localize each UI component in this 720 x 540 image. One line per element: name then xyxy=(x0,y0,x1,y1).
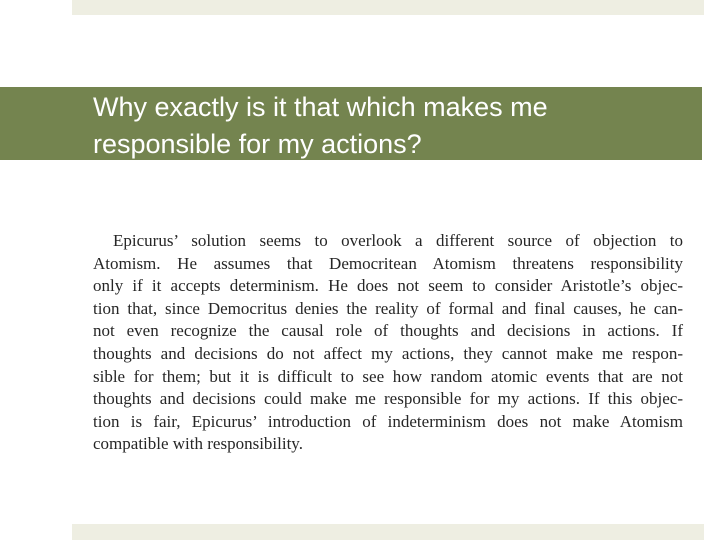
quote-line: sible for them; but it is difficult to see how random atomic events that are not xyxy=(93,366,683,386)
bottom-accent-bar xyxy=(72,524,704,540)
quote-image xyxy=(93,230,683,456)
quote-line: Atomism. He assumes that Democritean Atomism threatens responsibility xyxy=(93,253,683,273)
slide-title: Why exactly is it that which makes me responsible for my actions? xyxy=(93,92,548,159)
top-accent-bar xyxy=(72,0,704,15)
quote-line: tion that, since Democritus denies the reality of formal and final causes, he can- xyxy=(93,298,683,318)
quote-line: Epicurus’ solution seems to overlook a different source of objection to xyxy=(113,231,683,250)
quote-line: tion is fair, Epicurus’ introduction of indeterminism does not make Atomism xyxy=(93,411,683,431)
quote-line: not even recognize the causal role of thoughts and decisions in actions. If xyxy=(93,321,683,341)
quote-line: only if it accepts determinism. He does not seem to consider Aristotle’s objec- xyxy=(93,276,683,296)
quote-line: thoughts and decisions do not affect my actions, they cannot make me respon- xyxy=(93,343,683,363)
quote-line: compatible with responsibility. xyxy=(93,434,303,454)
quote-line: thoughts and decisions could make me responsible for my actions. If this objec- xyxy=(93,389,683,409)
